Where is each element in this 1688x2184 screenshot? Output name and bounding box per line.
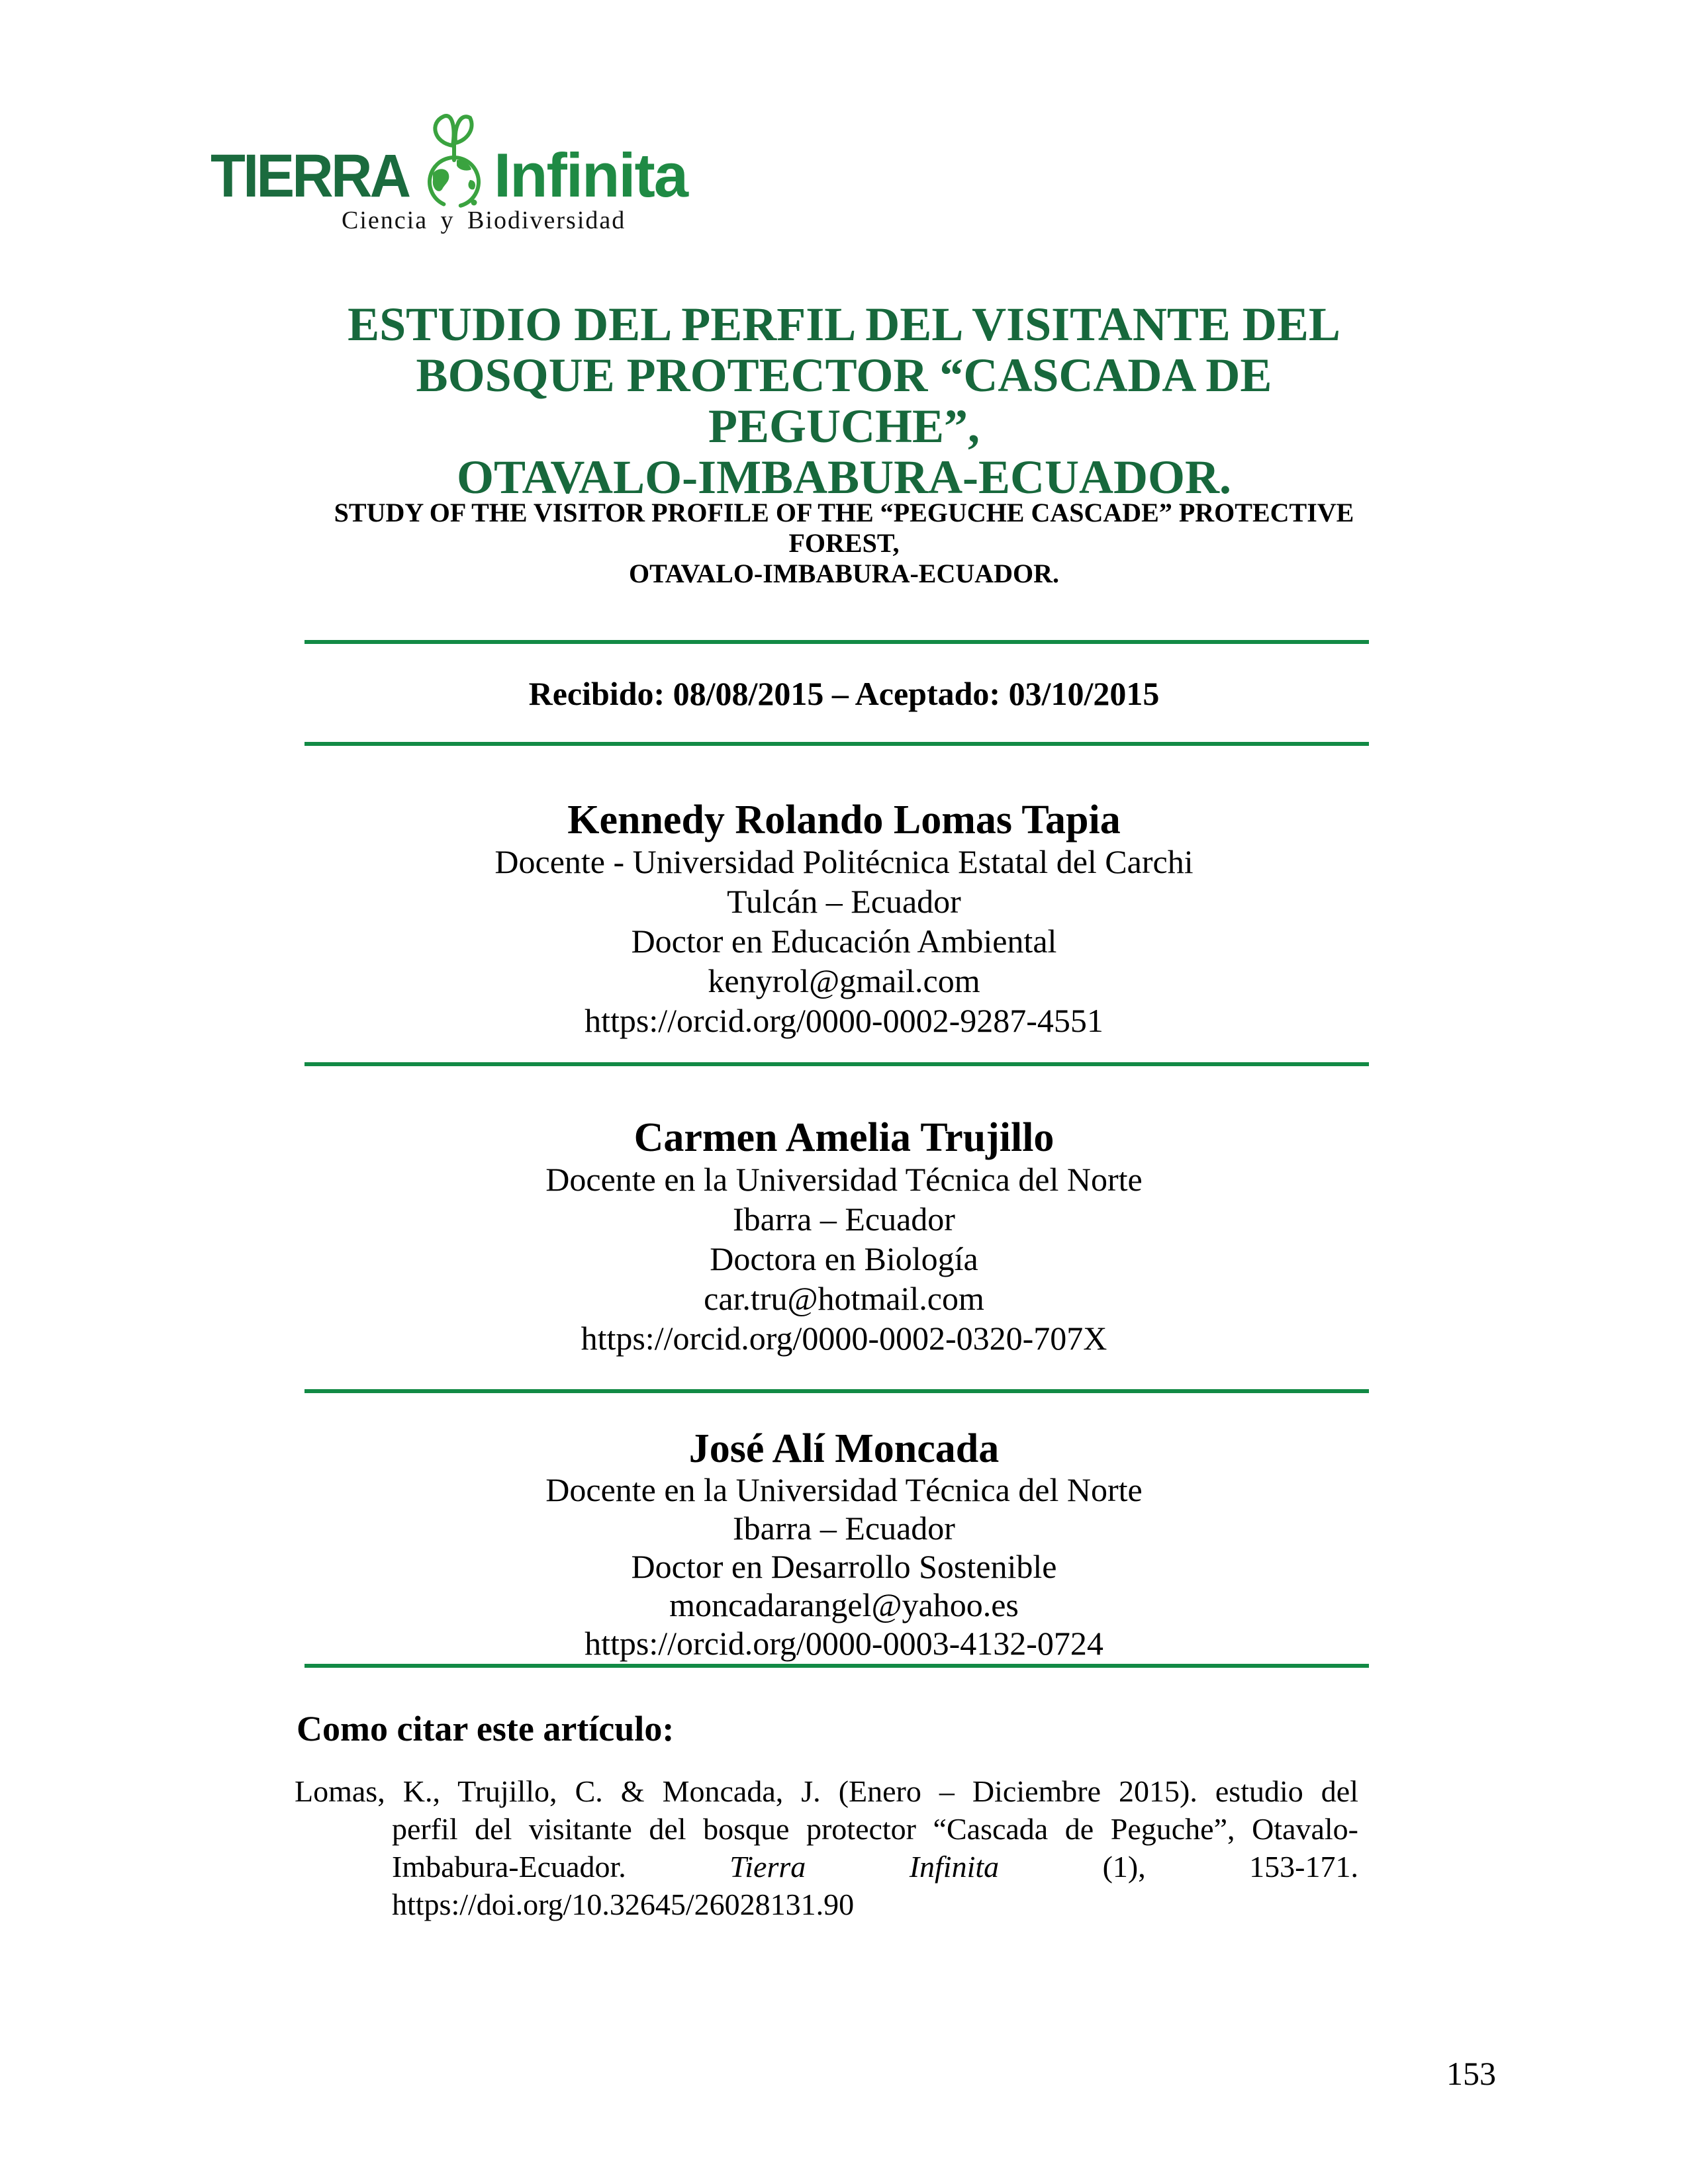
author-location: Ibarra – Ecuador	[733, 1510, 955, 1547]
journal-name-tierra: TIERRA	[211, 142, 409, 210]
divider-rule	[305, 1062, 1369, 1066]
author-name: Carmen Amelia Trujillo	[633, 1115, 1055, 1160]
article-title-line2: BOSQUE PROTECTOR “CASCADA DE PEGUCHE”,	[416, 349, 1272, 453]
divider-rule	[305, 1664, 1369, 1668]
citation-journal-name: Tierra	[729, 1850, 806, 1884]
author-email[interactable]: kenyrol@gmail.com	[708, 962, 980, 999]
author-email[interactable]: car.tru@hotmail.com	[704, 1280, 984, 1317]
article-title-english-line1: STUDY OF THE VISITOR PROFILE OF THE “PEGUCHE CASCADE” PROTECTIVE FOREST,	[334, 498, 1354, 558]
article-title	[291, 299, 1397, 503]
author-name: José Alí Moncada	[688, 1426, 1000, 1471]
citation-doi-link[interactable]: https://doi.org/10.32645/26028131.90	[392, 1888, 855, 1921]
author-affiliation: Docente en la Universidad Técnica del Norte	[545, 1161, 1143, 1198]
author-orcid-link[interactable]: https://orcid.org/0000-0002-0320-707X	[581, 1320, 1107, 1357]
author-location: Ibarra – Ecuador	[733, 1201, 955, 1238]
author-block	[291, 1427, 1397, 1662]
divider-rule	[305, 742, 1369, 746]
author-affiliation: Docente - Universidad Politécnica Estatal del Carchi	[494, 843, 1194, 880]
article-title-line1: ESTUDIO DEL PERFIL DEL VISITANTE DEL	[348, 298, 1340, 351]
citation-line: perfil del visitante del bosque protector “Cascada de Peguche”, Otavalo-	[392, 1812, 1358, 1846]
author-degree: Doctor en Educación Ambiental	[631, 923, 1057, 960]
citation-journal-name: Infinita	[909, 1850, 1000, 1884]
citation-line: Lomas, K., Trujillo, C. & Moncada, J. (Enero – Diciembre 2015). estudio del	[295, 1774, 1358, 1808]
author-degree: Doctora en Biología	[710, 1240, 978, 1277]
author-name: Kennedy Rolando Lomas Tapia	[567, 797, 1121, 842]
author-degree: Doctor en Desarrollo Sostenible	[631, 1548, 1057, 1585]
citation-label: Como citar este artículo:	[297, 1709, 675, 1749]
journal-name-infinita: Infinita	[494, 140, 688, 210]
citation-part: Imbabura-Ecuador.	[392, 1850, 626, 1884]
author-block	[291, 798, 1397, 1040]
divider-rule	[305, 640, 1369, 644]
page-number: 153	[1446, 2055, 1496, 2092]
citation-block	[295, 1772, 1358, 1923]
citation-pages: 153-171.	[1249, 1850, 1358, 1884]
author-orcid-link[interactable]: https://orcid.org/0000-0003-4132-0724	[585, 1625, 1103, 1662]
globe-sprout-icon	[424, 111, 485, 210]
journal-tagline: Ciencia y Biodiversidad	[342, 206, 626, 234]
author-block	[291, 1116, 1397, 1358]
author-email[interactable]: moncadarangel@yahoo.es	[669, 1586, 1019, 1623]
article-title-line3: OTAVALO-IMBABURA-ECUADOR.	[456, 451, 1232, 504]
citation-line	[392, 1848, 1358, 1886]
author-location: Tulcán – Ecuador	[727, 883, 961, 920]
received-accepted-dates: Recibido: 08/08/2015 – Aceptado: 03/10/2015	[528, 675, 1160, 712]
citation-issue: (1),	[1102, 1850, 1146, 1884]
journal-logo	[211, 107, 740, 246]
article-title-english	[291, 498, 1397, 589]
author-orcid-link[interactable]: https://orcid.org/0000-0002-9287-4551	[585, 1002, 1103, 1039]
divider-rule	[305, 1389, 1369, 1393]
author-affiliation: Docente en la Universidad Técnica del Norte	[545, 1471, 1143, 1508]
article-title-english-line2: OTAVALO-IMBABURA-ECUADOR.	[628, 559, 1060, 588]
